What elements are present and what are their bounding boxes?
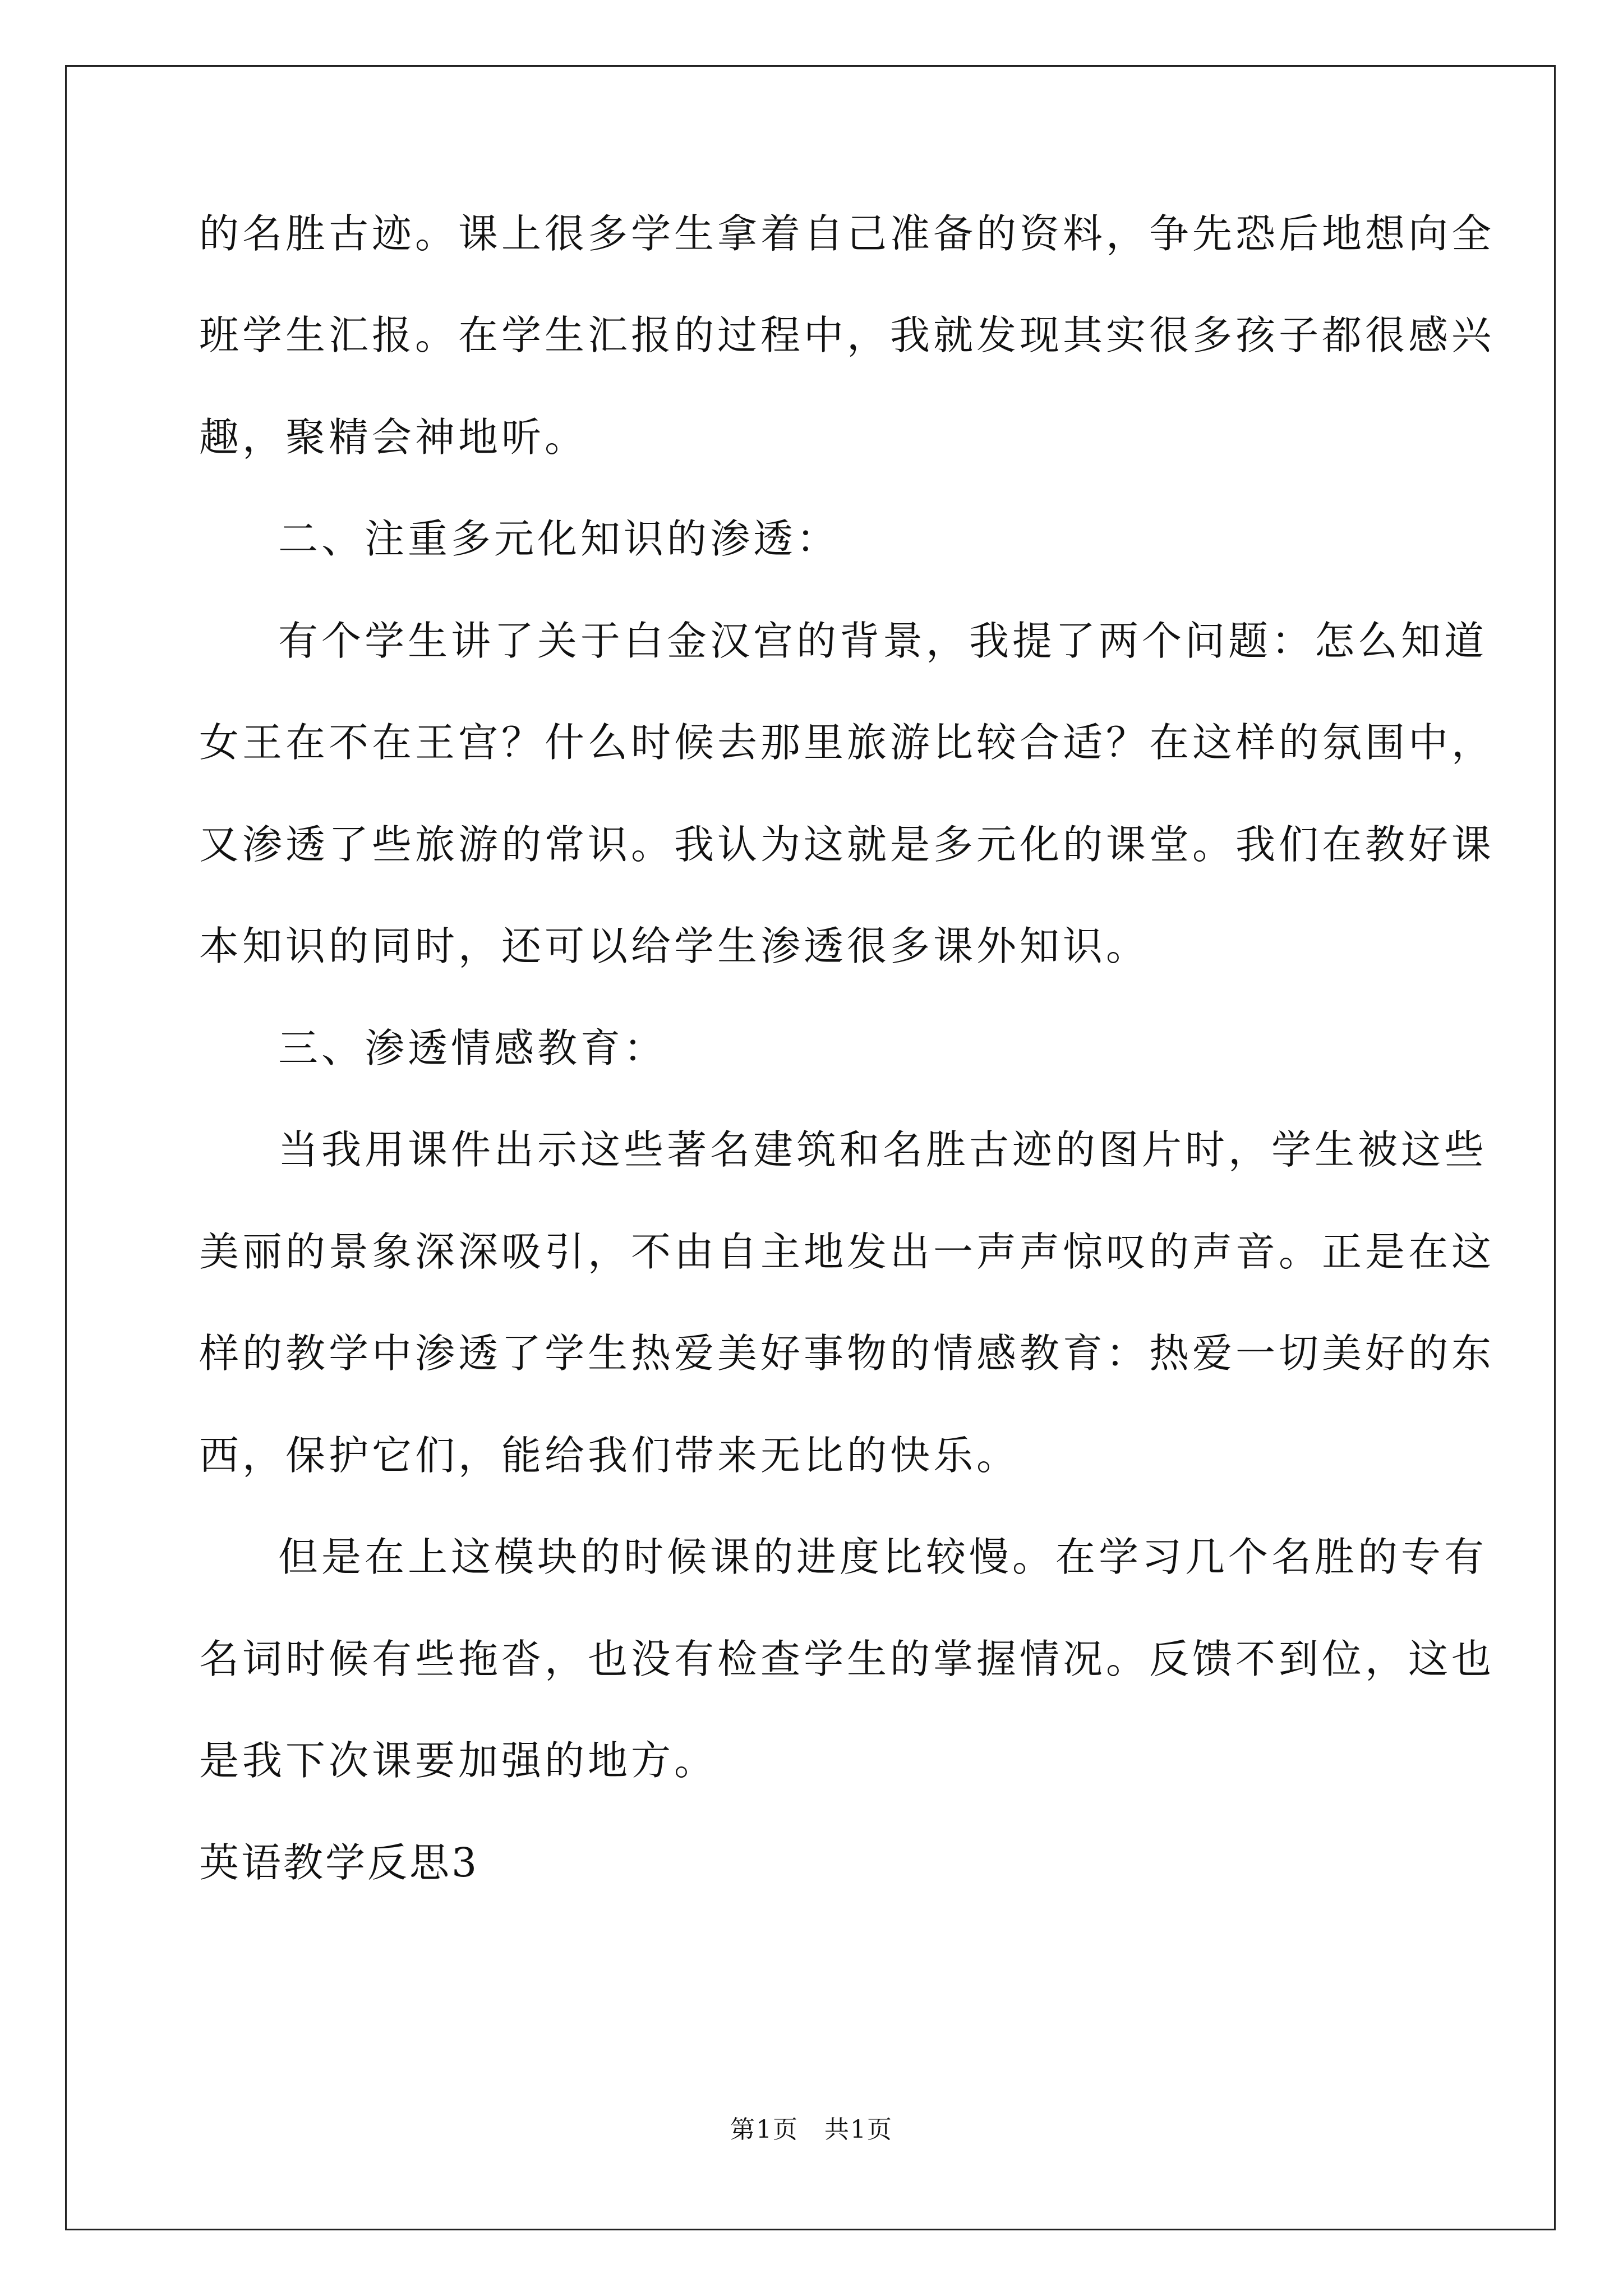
text-line: 美丽的景象深深吸引，不由自主地发出一声声惊叹的声音。正是在这 (199, 1228, 1495, 1275)
text-line: 但是在上这模块的时候课的进度比较慢。在学习几个名胜的专有 (278, 1534, 1488, 1580)
text-line: 又渗透了些旅游的常识。我认为这就是多元化的课堂。我们在教好课 (199, 821, 1495, 868)
article-title: 英语教学反思3 (199, 1839, 479, 1886)
text-line: 班学生汇报。在学生汇报的过程中，我就发现其实很多孩子都很感兴 (199, 312, 1495, 358)
text-line: 西，保护它们，能给我们带来无比的快乐。 (199, 1432, 1020, 1479)
section-heading: 二、注重多元化知识的渗透： (278, 516, 840, 562)
text-line: 当我用课件出示这些著名建筑和名胜古迹的图片时，学生被这些 (278, 1126, 1488, 1173)
page-number-footer: 第1页 共1页 (730, 2115, 893, 2144)
text-line: 趣，聚精会神地听。 (199, 414, 588, 461)
text-line: 有个学生讲了关于白金汉宫的背景，我提了两个问题：怎么知道 (278, 618, 1488, 664)
text-line: 本知识的同时，还可以给学生渗透很多课外知识。 (199, 923, 1150, 969)
section-heading: 三、渗透情感教育： (278, 1025, 667, 1071)
text-line: 的名胜古迹。课上很多学生拿着自己准备的资料，争先恐后地想向全 (199, 210, 1495, 257)
text-line: 名词时候有些拖沓，也没有检查学生的掌握情况。反馈不到位，这也 (199, 1636, 1495, 1682)
text-line: 样的教学中渗透了学生热爱美好事物的情感教育：热爱一切美好的东 (199, 1330, 1495, 1377)
text-line: 女王在不在王宫？什么时候去那里旅游比较合适？在这样的氛围中， (199, 719, 1495, 766)
text-line: 是我下次课要加强的地方。 (199, 1737, 718, 1784)
